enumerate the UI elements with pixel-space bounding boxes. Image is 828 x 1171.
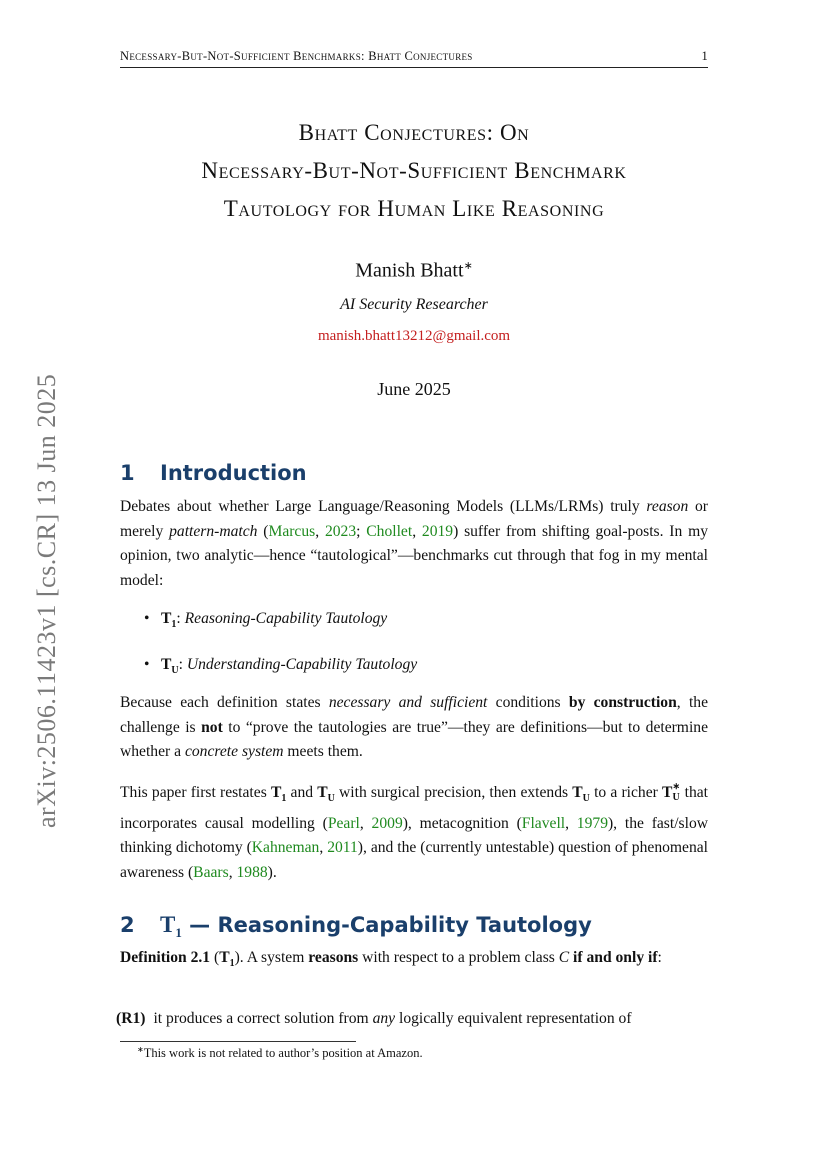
citation-link[interactable]: Flavell, 1979 [521, 814, 608, 832]
author-name: Manish Bhatt [355, 259, 464, 282]
title-line: Bhatt Conjectures: On [298, 120, 530, 145]
email-link[interactable]: manish.bhatt13212@gmail.com [317, 328, 511, 344]
definition-block: Definition 2.1 $(T_1)$. A system reasons with respect to a problem class C if and only if: [120, 949, 662, 970]
date: June 2025 [377, 379, 451, 399]
citation-link[interactable]: Pearl, 2009 [327, 814, 403, 832]
page-number: 1 [701, 49, 708, 63]
title-line: Tautology for Human Like Reasoning [223, 196, 605, 221]
list-item: • $T_U$: Understanding-Capability Tautology [144, 656, 418, 677]
definition-label: Definition 2.1 [120, 949, 211, 966]
intro-paragraph-3: This paper first restates $T_1$ and $T_U$ with surgical precision, then extends $T_U$ to a richer T ∗ U that incorporates causal modelling (Pearl, 2009), metacognition (Flavell, 1979), the fast/slow thinking dichotomy (Kahneman, 2011), and the (currently untestable) question of phenomenal awareness (Baars, 1988). [120, 781, 709, 881]
citation-link[interactable]: Chollet, 2019 [366, 522, 454, 540]
affiliation: AI Security Researcher [340, 296, 488, 313]
list-item: • $T_1$: Reasoning-Capability Tautology [144, 610, 388, 631]
paper-title [120, 114, 708, 228]
section-number: 2 [120, 913, 135, 937]
condition-r1: (R1) it produces a correct solution from any logically equivalent representation of [116, 1010, 632, 1027]
arxiv-stamp: arXiv:2506.11423v1 [cs.CR] 13 Jun 2025 [32, 373, 61, 828]
section-heading-introduction [120, 461, 708, 485]
running-title: Necessary-But-Not-Sufficient Benchmarks: Bhatt Conjectures [120, 49, 473, 63]
bullet-icon: • [144, 656, 150, 673]
title-line: Necessary-But-Not-Sufficient Benchmark [201, 158, 627, 183]
citation-link[interactable]: Baars, 1988 [193, 863, 268, 881]
intro-paragraph-2: Because each definition states necessary and sufficient conditions by construction, the challenge is not to “prove the tautologies are true”—they are definitions—but to determine whether a concrete system meets them. [120, 694, 708, 760]
list-item-label: Understanding-Capability Tautology [186, 656, 418, 673]
list-item-label: Reasoning-Capability Tautology [184, 610, 388, 627]
footnote: ∗This work is not related to author’s position at Amazon. [137, 1045, 423, 1061]
footnote-divider [120, 1041, 356, 1042]
section-title: Introduction [160, 461, 307, 485]
intro-paragraph-1: Debates about whether Large Language/Reasoning Models (LLMs/LRMs) truly reason or merely pattern-match (Marcus, 2023; Chollet, 2019) suffer from shifting goal-posts. In my opinion, two analytic—hence “tautological”—benchmarks cut through that fog in my mental model: [120, 498, 709, 589]
citation-link[interactable]: Marcus, 2023 [268, 522, 357, 540]
section-heading-reasoning-tautology: 2 $T_1$ — Reasoning-Capability Tautology [120, 912, 592, 941]
author [120, 259, 708, 283]
section-title: — Reasoning-Capability Tautology [181, 913, 592, 937]
section-number: 1 [120, 461, 135, 485]
running-header [120, 49, 708, 68]
citation-link[interactable]: Kahneman, 2011 [251, 839, 358, 857]
bullet-icon: • [144, 610, 150, 627]
condition-label: (R1) [116, 1010, 146, 1027]
footnote-mark[interactable]: ∗ [463, 260, 473, 272]
